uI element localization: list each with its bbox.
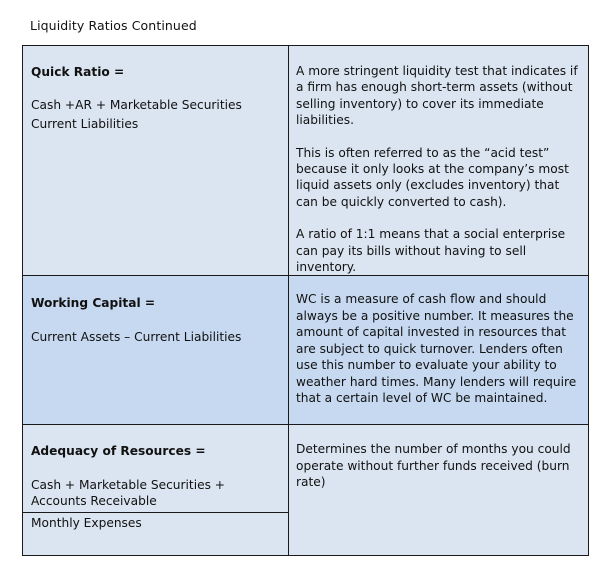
working-capital-description: WC is a measure of cash flow and should always be a positive number. It measures the amount of capital invested in resources that are subject to quick turnover. Lenders often use this number to evaluate your ability to weather hard times. Many lenders will require that a certain level of WC be maintained. bbox=[296, 292, 577, 405]
quick-ratio-formula-cell bbox=[23, 46, 289, 276]
working-capital-description-cell bbox=[289, 276, 589, 425]
quick-ratio-description-cell bbox=[289, 46, 589, 276]
quick-ratio-description-2: This is often referred to as the “acid test” because it only looks at the company’s most liquid assets only (excludes inventory) that can be quickly converted to cash). bbox=[296, 145, 569, 209]
quick-ratio-denominator: Current Liabilities bbox=[31, 116, 139, 131]
adequacy-label: Adequacy of Resources = bbox=[31, 444, 206, 459]
adequacy-description-cell bbox=[289, 425, 589, 556]
working-capital-label: Working Capital = bbox=[31, 296, 156, 311]
table-row-quick-ratio bbox=[23, 46, 589, 276]
quick-ratio-numerator: Cash +AR + Marketable Securities bbox=[31, 98, 242, 113]
liquidity-ratios-table bbox=[22, 45, 589, 556]
table-row-working-capital bbox=[23, 276, 589, 425]
adequacy-formula-cell bbox=[23, 425, 289, 556]
quick-ratio-formula bbox=[31, 97, 280, 132]
adequacy-formula bbox=[31, 477, 280, 531]
page-title: Liquidity Ratios Continued bbox=[30, 18, 197, 33]
quick-ratio-description-1: A more stringent liquidity test that indicates if a firm has enough short-term assets (without selling inventory) to cover its immediate liabilities. bbox=[296, 64, 578, 128]
quick-ratio-description-3: A ratio of 1:1 means that a social enterprise can pay its bills without having to sell inventory. bbox=[296, 227, 566, 275]
adequacy-description: Determines the number of months you could operate without further funds received (burn rate) bbox=[296, 442, 571, 490]
working-capital-formula-cell bbox=[23, 276, 289, 425]
adequacy-numerator: Cash + Marketable Securities + Accounts Receivable bbox=[23, 477, 288, 513]
working-capital-formula: Current Assets – Current Liabilities bbox=[31, 329, 242, 344]
table-row-adequacy-of-resources bbox=[23, 425, 589, 556]
adequacy-denominator: Monthly Expenses bbox=[31, 515, 142, 530]
quick-ratio-label: Quick Ratio = bbox=[31, 65, 125, 79]
